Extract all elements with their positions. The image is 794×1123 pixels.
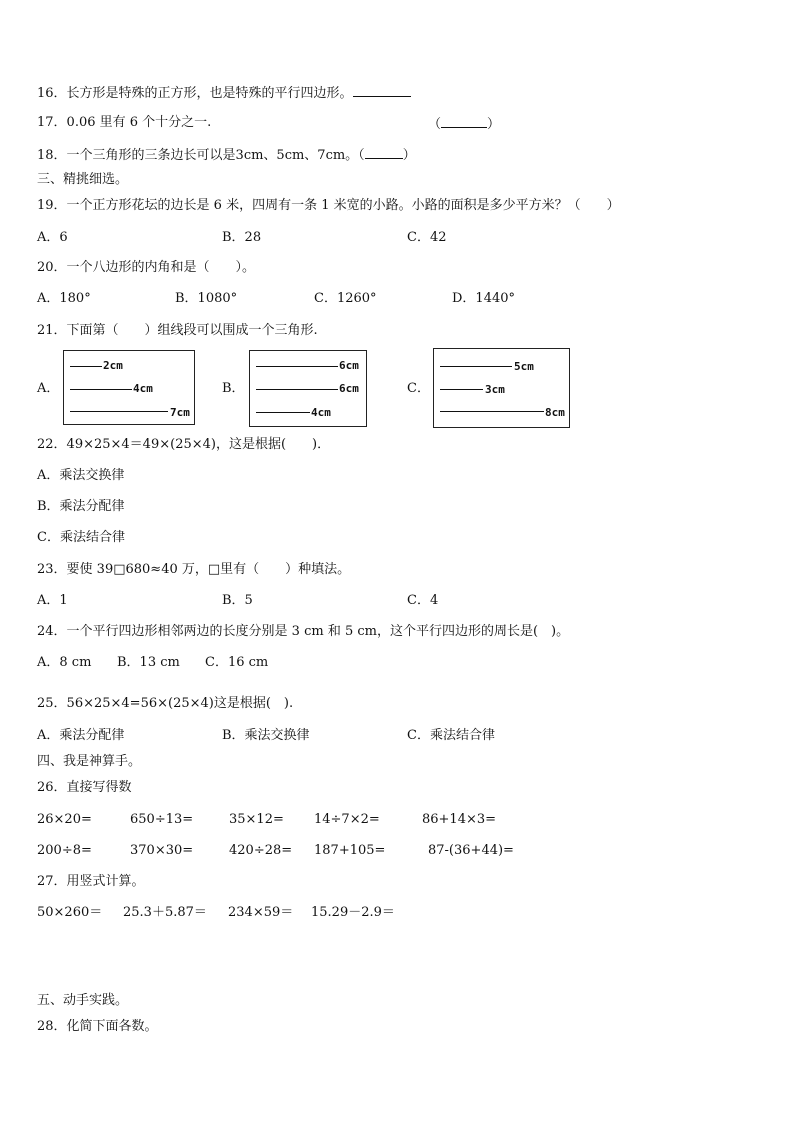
- segment-b1-label: 6cm: [339, 359, 359, 372]
- segment-b3: [256, 412, 310, 413]
- q23-option-a[interactable]: A．1: [37, 593, 68, 608]
- q23-option-b[interactable]: B．5: [222, 593, 253, 608]
- q21-option-c-figure[interactable]: [433, 348, 570, 428]
- segment-c2: [440, 389, 483, 390]
- q21-option-b-label[interactable]: B．: [222, 381, 245, 396]
- question-16-text: 16．长方形是特殊的正方形，也是特殊的平行四边形。: [37, 86, 353, 101]
- question-26-text: 26．直接写得数: [37, 780, 132, 795]
- q26-expr: 200÷8=: [37, 843, 92, 858]
- q21-option-c-label[interactable]: C．: [407, 381, 430, 396]
- q24-option-a[interactable]: A．8 cm: [37, 655, 92, 670]
- segment-a2: [70, 389, 132, 390]
- q20-option-a[interactable]: A．180°: [37, 291, 91, 306]
- q20-option-b[interactable]: B．1080°: [175, 291, 238, 306]
- segment-c3: [440, 411, 544, 412]
- segment-a3-label: 7cm: [170, 406, 190, 419]
- q27-expr: 234×59＝: [228, 905, 294, 920]
- segment-c2-label: 3cm: [485, 383, 505, 396]
- q26-expr: 420÷28=: [229, 843, 293, 858]
- question-23-text: 23．要使 39□680≈40 万，□里有（ ）种填法。: [37, 562, 351, 577]
- q26-expr: 87-(36+44)=: [428, 843, 514, 858]
- q26-expr: 370×30=: [130, 843, 194, 858]
- question-25-text: 25．56×25×4=56×(25×4)这是根据( ).: [37, 696, 294, 711]
- paren-open-17: （: [428, 117, 442, 132]
- q27-expr: 25.3＋5.87＝: [123, 905, 207, 920]
- q25-option-b[interactable]: B．乘法交换律: [222, 728, 310, 743]
- segment-b3-label: 4cm: [311, 406, 331, 419]
- question-28-text: 28．化简下面各数。: [37, 1019, 158, 1034]
- answer-blank-16[interactable]: [353, 84, 411, 97]
- segment-c1-label: 5cm: [514, 360, 534, 373]
- q25-option-a[interactable]: A．乘法分配律: [37, 728, 125, 743]
- q21-option-b-figure[interactable]: [249, 350, 367, 427]
- question-24-text: 24．一个平行四边形相邻两边的长度分别是 3 cm 和 5 cm，这个平行四边形的周长是( )。: [37, 624, 570, 639]
- q27-expr: 15.29－2.9＝: [311, 905, 395, 920]
- segment-a1-label: 2cm: [103, 359, 123, 372]
- q21-option-a-label[interactable]: A．: [37, 381, 60, 396]
- question-17-text: 17．0.06 里有 6 个十分之一.: [37, 115, 212, 130]
- q19-option-b[interactable]: B．28: [222, 230, 262, 245]
- segment-b1: [256, 366, 338, 367]
- section-5-heading: 五、动手实践。: [37, 993, 129, 1008]
- q22-option-a[interactable]: A．乘法交换律: [37, 468, 125, 483]
- question-16: [37, 84, 411, 102]
- q26-expr: 14÷7×2=: [314, 812, 380, 827]
- q27-expr: 50×260＝: [37, 905, 103, 920]
- segment-a3: [70, 411, 168, 412]
- q24-option-b[interactable]: B．13 cm: [117, 655, 180, 670]
- segment-a1: [70, 366, 102, 367]
- question-20-text: 20．一个八边形的内角和是（ ）。: [37, 260, 256, 275]
- q22-option-b[interactable]: B．乘法分配律: [37, 499, 125, 514]
- answer-blank-18[interactable]: [365, 146, 403, 159]
- paren-close-18: ）: [402, 148, 416, 163]
- section-4-heading: 四、我是神算手。: [37, 754, 142, 769]
- question-21-text: 21．下面第（ ）组线段可以围成一个三角形.: [37, 323, 318, 338]
- segment-c1: [440, 366, 512, 367]
- question-18-text: 18．一个三角形的三条边长可以是3cm、5cm、7cm。（: [37, 148, 365, 163]
- q26-expr: 35×12=: [229, 812, 284, 827]
- answer-17: [428, 115, 500, 133]
- q26-expr: 26×20=: [37, 812, 92, 827]
- q19-option-c[interactable]: C．42: [407, 230, 447, 245]
- segment-c3-label: 8cm: [545, 406, 565, 419]
- q20-option-d[interactable]: D．1440°: [452, 291, 516, 306]
- segment-b2-label: 6cm: [339, 382, 359, 395]
- question-27-text: 27．用竖式计算。: [37, 874, 145, 889]
- question-19-text: 19．一个正方形花坛的边长是 6 米，四周有一条 1 米宽的小路。小路的面积是多少平方米？（ ）: [37, 198, 620, 213]
- q23-option-c[interactable]: C．4: [407, 593, 439, 608]
- question-18: [37, 146, 416, 164]
- answer-blank-17[interactable]: [441, 115, 487, 128]
- q22-option-c[interactable]: C．乘法结合律: [37, 530, 125, 545]
- question-22-text: 22．49×25×4＝49×(25×4)，这是根据( )．: [37, 437, 331, 452]
- q26-expr: 187+105=: [314, 843, 386, 858]
- q19-option-a[interactable]: A．6: [37, 230, 68, 245]
- q26-expr: 86+14×3=: [422, 812, 497, 827]
- q24-option-c[interactable]: C．16 cm: [205, 655, 269, 670]
- q21-option-a-figure[interactable]: [63, 350, 195, 425]
- q25-option-c[interactable]: C．乘法结合律: [407, 728, 495, 743]
- segment-b2: [256, 389, 338, 390]
- q20-option-c[interactable]: C．1260°: [314, 291, 377, 306]
- section-3-heading: 三、精挑细选。: [37, 172, 129, 187]
- segment-a2-label: 4cm: [133, 382, 153, 395]
- q26-expr: 650÷13=: [130, 812, 194, 827]
- paren-close-17: ）: [487, 117, 501, 132]
